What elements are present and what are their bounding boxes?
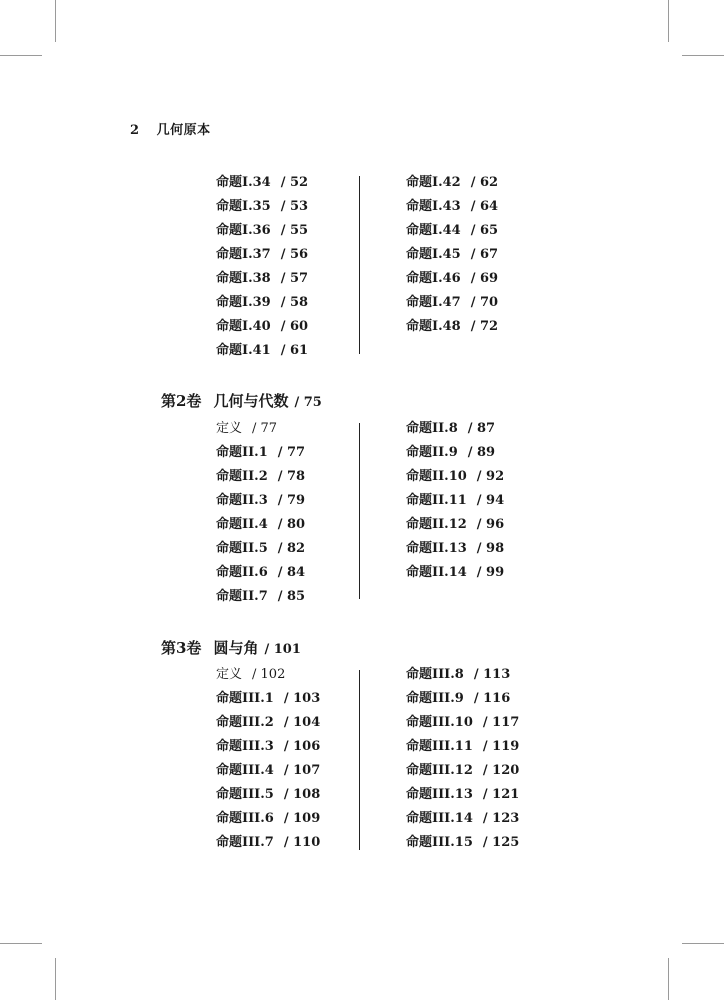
toc-entry[interactable] — [406, 811, 519, 827]
entry-page: / 117 — [482, 715, 520, 730]
entry-label: 命题III.8 — [406, 667, 464, 682]
crop-mark — [668, 958, 669, 1000]
entry-label: 命题Ⅰ.41 — [216, 343, 271, 358]
entry-label: 命题Ⅰ.35 — [216, 199, 271, 214]
toc-entry[interactable] — [406, 223, 498, 239]
column-divider — [359, 176, 360, 354]
entry-label: 命题Ⅰ.47 — [406, 295, 461, 310]
entry-page: / 60 — [280, 319, 309, 334]
toc-entry[interactable] — [216, 343, 308, 359]
entry-page: / 67 — [470, 247, 499, 262]
toc-entry[interactable] — [406, 667, 510, 683]
entry-page: / 125 — [482, 835, 520, 850]
entry-label: 命题II.13 — [406, 541, 467, 556]
crop-mark — [0, 55, 42, 56]
entry-page: / 56 — [280, 247, 309, 262]
toc-entry[interactable] — [406, 319, 498, 335]
entry-label: 命题II.4 — [216, 517, 268, 532]
toc-entry[interactable] — [406, 421, 495, 437]
volume-title: 圆与角 — [213, 639, 259, 657]
entry-label: 命题III.7 — [216, 835, 274, 850]
entry-label: 命题II.8 — [406, 421, 458, 436]
entry-label: 命题Ⅰ.42 — [406, 175, 461, 190]
entry-label: 命题II.3 — [216, 493, 268, 508]
entry-page: / 79 — [277, 493, 306, 508]
volume-page: / 101 — [264, 642, 301, 657]
entry-page: / 108 — [283, 787, 321, 802]
book-title: 几何原本 — [156, 123, 211, 138]
entry-page: / 87 — [467, 421, 496, 436]
toc-entry[interactable] — [216, 763, 320, 779]
entry-label: 命题Ⅰ.46 — [406, 271, 461, 286]
toc-entry[interactable] — [216, 295, 308, 311]
volume-page: / 75 — [294, 395, 322, 410]
crop-mark — [682, 55, 724, 56]
toc-entry[interactable] — [216, 175, 308, 191]
entry-page: / 69 — [470, 271, 499, 286]
entry-label: 命题III.4 — [216, 763, 274, 778]
entry-page: / 82 — [277, 541, 306, 556]
entry-page: / 120 — [482, 763, 520, 778]
toc-entry[interactable] — [216, 199, 308, 215]
crop-mark — [55, 958, 56, 1000]
toc-entry[interactable] — [216, 541, 305, 557]
entry-page: / 80 — [277, 517, 306, 532]
entry-label: 命题III.11 — [406, 739, 473, 754]
toc-entry[interactable] — [216, 271, 308, 287]
entry-label: 命题II.9 — [406, 445, 458, 460]
entry-label: 命题III.1 — [216, 691, 274, 706]
entry-label: 命题Ⅰ.43 — [406, 199, 461, 214]
entry-page: / 64 — [470, 199, 499, 214]
entry-label: 命题Ⅰ.45 — [406, 247, 461, 262]
crop-mark — [682, 943, 724, 944]
entry-page: / 98 — [476, 541, 505, 556]
entry-page: / 113 — [473, 667, 511, 682]
entry-label: 命题III.12 — [406, 763, 473, 778]
entry-label: 命题III.15 — [406, 835, 473, 850]
toc-entry[interactable] — [216, 493, 305, 509]
entry-page: / 77 — [252, 421, 278, 436]
toc-entry[interactable] — [406, 541, 504, 557]
entry-page: / 52 — [280, 175, 309, 190]
entry-page: / 107 — [283, 763, 321, 778]
toc-entry[interactable] — [216, 811, 320, 827]
page-number: 2 — [130, 123, 140, 138]
entry-page: / 116 — [473, 691, 511, 706]
entry-page: / 103 — [283, 691, 321, 706]
toc-entry[interactable] — [216, 835, 320, 851]
volume-number: 第3卷 — [161, 639, 202, 657]
entry-label: 命题Ⅰ.44 — [406, 223, 461, 238]
entry-label: 命题III.5 — [216, 787, 274, 802]
toc-entry[interactable] — [216, 247, 308, 263]
toc-entry[interactable] — [406, 835, 519, 851]
toc-entry[interactable] — [406, 271, 498, 287]
running-head — [130, 119, 211, 138]
toc-entry[interactable] — [216, 739, 320, 755]
entry-page: / 55 — [280, 223, 309, 238]
entry-label: 命题II.2 — [216, 469, 268, 484]
section-title[interactable] — [161, 390, 322, 411]
toc-entry[interactable] — [216, 469, 305, 485]
entry-page: / 77 — [277, 445, 306, 460]
entry-page: / 106 — [283, 739, 321, 754]
toc-entry[interactable] — [406, 493, 504, 509]
entry-page: / 121 — [482, 787, 520, 802]
entry-page: / 57 — [280, 271, 309, 286]
entry-page: / 78 — [277, 469, 306, 484]
entry-page: / 119 — [482, 739, 520, 754]
crop-mark — [0, 943, 42, 944]
toc-entry[interactable] — [216, 223, 308, 239]
toc-entry[interactable] — [406, 199, 498, 215]
entry-label: 命题III.2 — [216, 715, 274, 730]
entry-page: / 102 — [252, 667, 286, 682]
volume-number: 第2卷 — [161, 392, 202, 410]
entry-page: / 58 — [280, 295, 309, 310]
entry-page: / 92 — [476, 469, 505, 484]
entry-page: / 70 — [470, 295, 499, 310]
toc-entry[interactable] — [216, 667, 285, 683]
entry-label: 命题Ⅰ.39 — [216, 295, 271, 310]
entry-page: / 65 — [470, 223, 499, 238]
toc-entry[interactable] — [406, 469, 504, 485]
entry-page: / 89 — [467, 445, 496, 460]
entry-label: 命题III.13 — [406, 787, 473, 802]
entry-page: / 110 — [283, 835, 321, 850]
entry-label: 命题Ⅰ.40 — [216, 319, 271, 334]
entry-label: 命题III.6 — [216, 811, 274, 826]
toc-entry[interactable] — [406, 787, 519, 803]
entry-label: 命题II.14 — [406, 565, 467, 580]
entry-page: / 62 — [470, 175, 499, 190]
entry-label: 命题II.12 — [406, 517, 467, 532]
toc-entry[interactable] — [216, 445, 305, 461]
column-divider — [359, 423, 360, 599]
toc-entry[interactable] — [216, 691, 320, 707]
toc-entry[interactable] — [406, 715, 519, 731]
entry-page: / 85 — [277, 589, 306, 604]
toc-entry[interactable] — [406, 517, 504, 533]
column-divider — [359, 670, 360, 850]
entry-label: 命题Ⅰ.36 — [216, 223, 271, 238]
entry-page: / 94 — [476, 493, 505, 508]
entry-label: 命题III.3 — [216, 739, 274, 754]
entry-label: 命题II.10 — [406, 469, 467, 484]
volume-title: 几何与代数 — [213, 392, 289, 410]
toc-entry[interactable] — [406, 175, 498, 191]
toc-entry[interactable] — [406, 565, 504, 581]
toc-entry[interactable] — [406, 739, 519, 755]
entry-label: 命题Ⅰ.48 — [406, 319, 461, 334]
toc-entry[interactable] — [216, 565, 305, 581]
toc-entry[interactable] — [406, 445, 495, 461]
entry-label: 命题II.7 — [216, 589, 268, 604]
toc-entry[interactable] — [406, 295, 498, 311]
toc-entry[interactable] — [216, 715, 320, 731]
toc-entry[interactable] — [406, 247, 498, 263]
entry-label: 命题III.9 — [406, 691, 464, 706]
toc-entry[interactable] — [406, 763, 519, 779]
entry-page: / 99 — [476, 565, 505, 580]
entry-label: 命题II.6 — [216, 565, 268, 580]
toc-entry[interactable] — [216, 319, 308, 335]
entry-page: / 104 — [283, 715, 321, 730]
entry-page: / 61 — [280, 343, 309, 358]
toc-entry[interactable] — [216, 589, 305, 605]
toc-entry[interactable] — [216, 787, 320, 803]
toc-entry[interactable] — [216, 517, 305, 533]
crop-mark — [668, 0, 669, 42]
entry-label: 命题Ⅰ.37 — [216, 247, 271, 262]
entry-page: / 53 — [280, 199, 309, 214]
entry-page: / 96 — [476, 517, 505, 532]
entry-label: 定义 — [216, 667, 243, 682]
entry-label: 命题II.1 — [216, 445, 268, 460]
entry-label: 命题Ⅰ.34 — [216, 175, 271, 190]
entry-label: 命题II.5 — [216, 541, 268, 556]
entry-label: 命题III.14 — [406, 811, 473, 826]
entry-page: / 72 — [470, 319, 499, 334]
entry-label: 命题Ⅰ.38 — [216, 271, 271, 286]
section-title[interactable] — [161, 637, 301, 658]
toc-entry[interactable] — [406, 691, 510, 707]
entry-page: / 123 — [482, 811, 520, 826]
crop-mark — [55, 0, 56, 42]
entry-page: / 84 — [277, 565, 306, 580]
entry-page: / 109 — [283, 811, 321, 826]
entry-label: 定义 — [216, 421, 243, 436]
entry-label: 命题III.10 — [406, 715, 473, 730]
entry-label: 命题II.11 — [406, 493, 467, 508]
toc-entry[interactable] — [216, 421, 277, 437]
